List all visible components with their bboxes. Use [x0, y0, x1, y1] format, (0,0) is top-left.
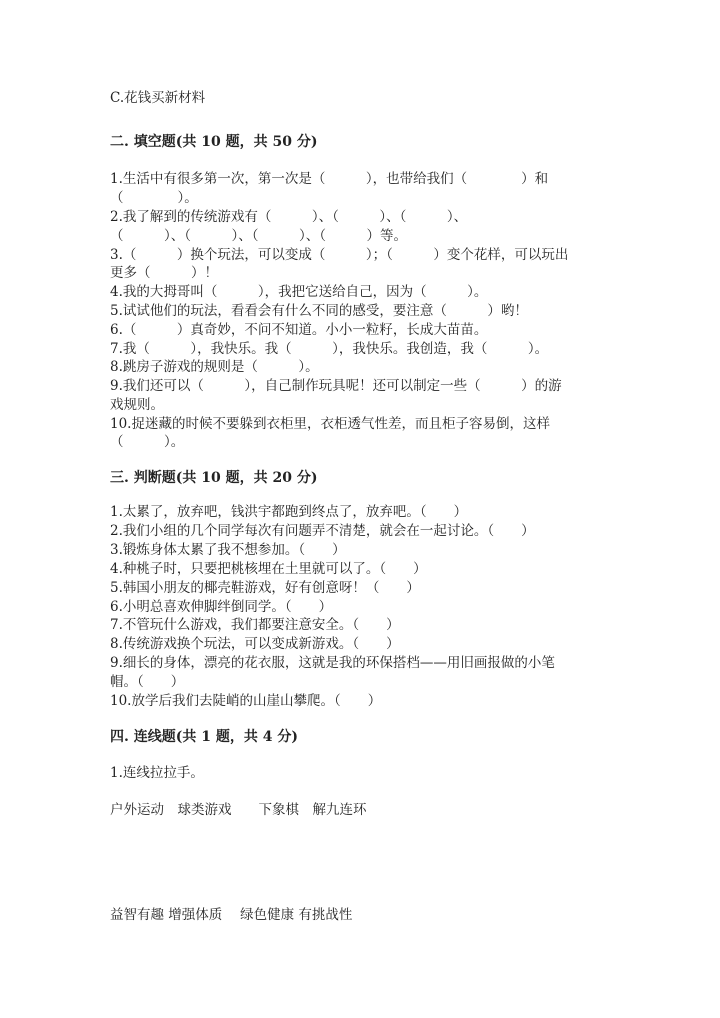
- fill-question-9: 9.我们还可以（ ），自己制作玩具呢！还可以制定一些（ ）的游: [110, 378, 562, 394]
- judge-question-9-cont: 帽。（ ）: [110, 674, 185, 690]
- match-question-1: 1.连线拉拉手。: [110, 765, 204, 781]
- judge-question-10: 10.放学后我们去陡峭的山崖山攀爬。（ ）: [110, 693, 382, 709]
- fill-question-3-cont: 更多（ ）！: [110, 265, 218, 281]
- fill-question-1: 1.生活中有很多第一次，第一次是（ ），也带给我们（ ）和: [110, 171, 549, 187]
- fill-question-6: 6.（ ）真奇妙，不问不知道。小小一粒籽，长成大苗苗。: [110, 322, 488, 338]
- judge-question-6: 6.小明总喜欢伸脚绊倒同学。（ ）: [110, 599, 333, 615]
- fill-question-2-cont: （ ）、（ ）、（ ）、（ ）等。: [110, 228, 407, 244]
- fill-question-7: 7.我（ ），我快乐。我（ ），我快乐。我创造，我（ ）。: [110, 341, 549, 357]
- fill-question-5: 5.试试他们的玩法，看看会有什么不同的感受，要注意（ ）哟！: [110, 303, 528, 319]
- section-3-heading: 三. 判断题(共 10 题，共 20 分): [110, 470, 318, 486]
- fill-question-2: 2.我了解到的传统游戏有（ ）、（ ）、（ ）、: [110, 209, 468, 225]
- section-2-heading: 二. 填空题(共 10 题，共 50 分): [110, 134, 318, 150]
- match-bottom-row: 益智有趣 增强体质 绿色健康 有挑战性: [110, 907, 353, 923]
- judge-question-2: 2.我们小组的几个同学每次有问题弄不清楚，就会在一起讨论。（ ）: [110, 523, 535, 539]
- section-4-heading: 四. 连线题(共 1 题，共 4 分): [110, 729, 298, 745]
- judge-question-7: 7.不管玩什么游戏，我们都要注意安全。（ ）: [110, 617, 400, 633]
- judge-question-8: 8.传统游戏换个玩法，可以变成新游戏。（ ）: [110, 636, 400, 652]
- fill-question-4: 4.我的大拇哥叫（ ），我把它送给自己，因为（ ）。: [110, 284, 488, 300]
- judge-question-4: 4.种桃子时，只要把桃核埋在土里就可以了。（ ）: [110, 561, 427, 577]
- previous-option-c: C.花钱买新材料: [110, 90, 206, 106]
- judge-question-5: 5.韩国小朋友的椰壳鞋游戏，好有创意呀！（ ）: [110, 580, 420, 596]
- fill-question-9-cont: 戏规则。: [110, 397, 164, 413]
- judge-question-3: 3.锻炼身体太累了我不想参加。（ ）: [110, 542, 346, 558]
- fill-question-10-cont: （ ）。: [110, 434, 185, 450]
- fill-question-10: 10.捉迷藏的时候不要躲到衣柜里，衣柜透气性差，而且柜子容易倒，这样: [110, 416, 550, 432]
- fill-question-8: 8.跳房子游戏的规则是（ ）。: [110, 359, 319, 375]
- judge-question-1: 1.太累了，放弃吧，钱洪宇都跑到终点了，放弃吧。（ ）: [110, 504, 468, 520]
- fill-question-3: 3.（ ）换个玩法，可以变成（ ）；（ ）变个花样，可以玩出: [110, 247, 569, 263]
- fill-question-1-cont: （ ）。: [110, 190, 198, 206]
- judge-question-9: 9.细长的身体，漂亮的花衣服，这就是我的环保搭档——用旧画报做的小笔: [110, 655, 555, 671]
- match-top-row: 户外运动 球类游戏 下象棋 解九连环: [110, 802, 367, 818]
